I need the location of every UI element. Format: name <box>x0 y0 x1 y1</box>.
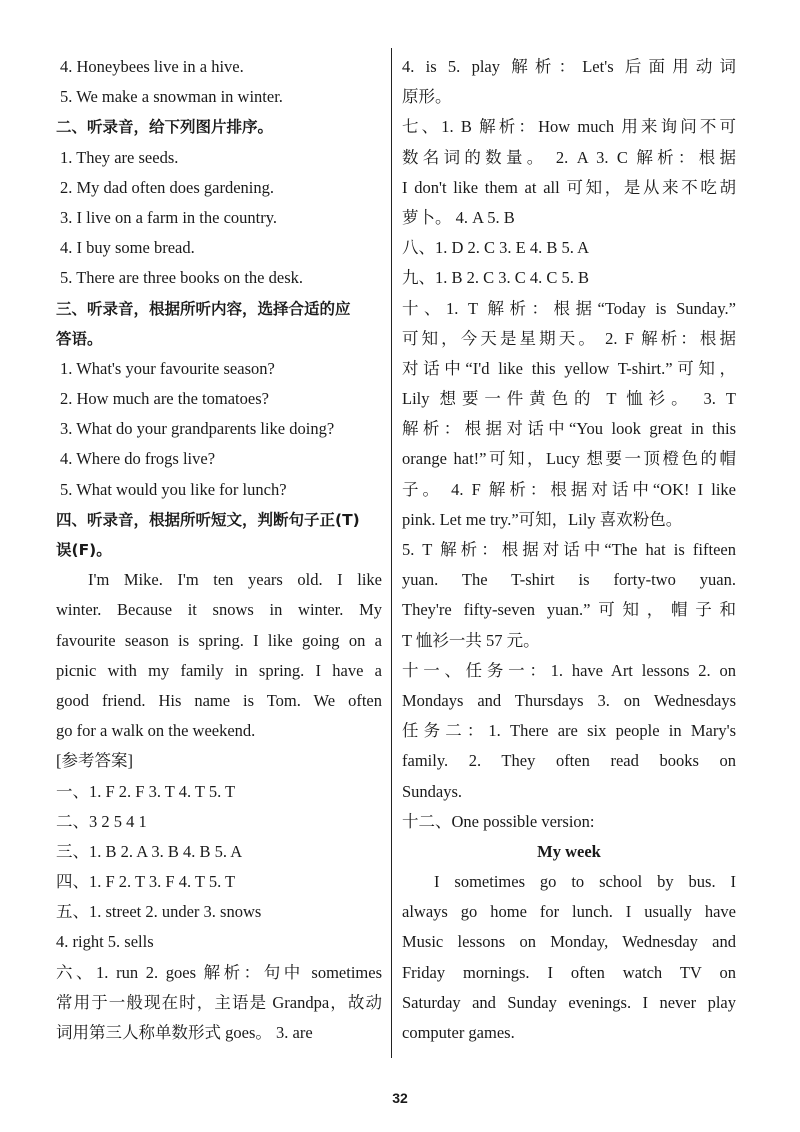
answer-line: 原形。 <box>402 87 452 107</box>
answer-line: family. 2. They often read books on <box>402 751 736 771</box>
section-heading: 三、听录音，根据所听内容，选择合适的应 <box>56 299 351 318</box>
essay-line: computer games. <box>402 1023 515 1042</box>
answer-line: 可知，今天是星期天。 2. F 解析：根据 <box>402 328 736 348</box>
answer-line: Sundays. <box>402 781 463 801</box>
answer-line: I don't like them at all 可知，是从来不吃胡 <box>402 177 736 197</box>
text-line: 1. They are seeds. <box>60 147 179 167</box>
answer-line: 一、1. F 2. F 3. T 4. T 5. T <box>56 781 236 801</box>
answer-line: 子。 4. F 解析：根据对话中“OK! I like <box>402 479 736 499</box>
passage-line: winter. Because it snows in winter. My <box>56 600 382 620</box>
answer-line: 八、1. D 2. C 3. E 4. B 5. A <box>402 238 590 258</box>
answer-line: T 恤衫一共 57 元。 <box>402 630 540 650</box>
essay-line: always go home for lunch. I usually have <box>402 902 736 922</box>
section-heading: 二、听录音，给下列图片排序。 <box>56 118 274 137</box>
answer-line: 任务二：1. There are six people in Mary's <box>402 721 736 741</box>
right-column <box>402 52 736 1048</box>
answer-line: 萝卜。 4. A 5. B <box>402 207 515 227</box>
answer-line: 十一、任务一：1. have Art lessons 2. on <box>402 660 736 680</box>
left-column <box>56 52 382 1048</box>
answer-line: pink. Let me try.”可知，Lily 喜欢粉色。 <box>402 509 683 529</box>
essay-line: I sometimes go to school by bus. I <box>434 872 736 892</box>
answer-line: 九、1. B 2. C 3. C 4. C 5. B <box>402 268 590 288</box>
passage-line: good friend. His name is Tom. We often <box>56 690 382 710</box>
text-line: 3. What do your grandparents like doing? <box>60 419 335 439</box>
answer-key-heading: [参考答案] <box>56 751 133 771</box>
answer-line: Lily 想要一件黄色的 T 恤衫。 3. T <box>402 389 736 409</box>
section-heading: 误(F)。 <box>56 541 112 559</box>
answer-line: 二、3 2 5 4 1 <box>56 811 147 831</box>
text-line: 3. I live on a farm in the country. <box>60 207 278 227</box>
passage-line: picnic with my family in spring. I have a <box>56 660 382 680</box>
text-line: 2. How much are the tomatoes? <box>60 389 269 409</box>
essay-line: Friday mornings. I often watch TV on <box>402 962 736 982</box>
answer-line: 4. is 5. play 解析：Let's 后面用动词 <box>402 57 736 76</box>
page-number: 32 <box>392 1090 408 1106</box>
text-line: 5. There are three books on the desk. <box>60 268 303 288</box>
answer-line: yuan. The T-shirt is forty-two yuan. <box>402 570 736 590</box>
answer-line: 七、1. B 解析：How much 用来询问不可 <box>402 117 736 137</box>
answer-line: 五、1. street 2. under 3. snows <box>56 902 262 922</box>
text-line: 4. Honeybees live in a hive. <box>60 57 244 76</box>
answer-line: 十、1. T 解析：根据“Today is Sunday.” <box>402 298 736 318</box>
text-line: 5. We make a snowman in winter. <box>60 87 283 107</box>
passage-line: I'm Mike. I'm ten years old. I like <box>88 570 382 590</box>
section-heading: 答语。 <box>56 329 103 348</box>
text-line: 5. What would you like for lunch? <box>60 479 287 499</box>
answer-line: 解析：根据对话中“You look great in this <box>402 419 736 439</box>
answer-line: 5. T 解析：根据对话中“The hat is fifteen <box>402 540 736 559</box>
passage-line: favourite season is spring. I like going on a <box>56 630 382 650</box>
answer-line: 六、1. run 2. goes 解析：句中 sometimes <box>56 962 382 982</box>
essay-line: Music lessons on Monday, Wednesday and <box>402 932 736 952</box>
answer-line: They're fifty-seven yuan.”可知，帽子和 <box>402 600 736 620</box>
answer-line: orange hat!”可知，Lucy 想要一顶橙色的帽 <box>402 449 736 469</box>
text-line: 4. I buy some bread. <box>60 238 195 258</box>
essay-title: My week <box>537 841 601 861</box>
column-divider <box>391 48 392 1058</box>
answer-line: 十二、One possible version: <box>402 811 595 831</box>
answer-line: 四、1. F 2. T 3. F 4. T 5. T <box>56 872 236 892</box>
answer-line: 4. right 5. sells <box>56 932 154 952</box>
text-line: 1. What's your favourite season? <box>60 358 275 378</box>
answer-line: 常用于一般现在时，主语是 Grandpa，故动 <box>56 992 382 1012</box>
section-heading: 四、听录音，根据所听短文，判断句子正(T) <box>56 510 360 529</box>
essay-line: Saturday and Sunday evenings. I never play <box>402 992 736 1012</box>
answer-line: 三、1. B 2. A 3. B 4. B 5. A <box>56 841 243 861</box>
answer-line: 对话中“I'd like this yellow T-shirt.”可知， <box>402 358 736 378</box>
text-line: 2. My dad often does gardening. <box>60 177 274 197</box>
passage-line: go for a walk on the weekend. <box>56 721 256 741</box>
text-line: 4. Where do frogs live? <box>60 449 216 469</box>
answer-line: Mondays and Thursdays 3. on Wednesdays <box>402 690 736 710</box>
answer-line: 数名词的数量。 2. A 3. C 解析：根据 <box>402 147 736 167</box>
answer-line: 词用第三人称单数形式 goes。 3. are <box>56 1023 313 1042</box>
